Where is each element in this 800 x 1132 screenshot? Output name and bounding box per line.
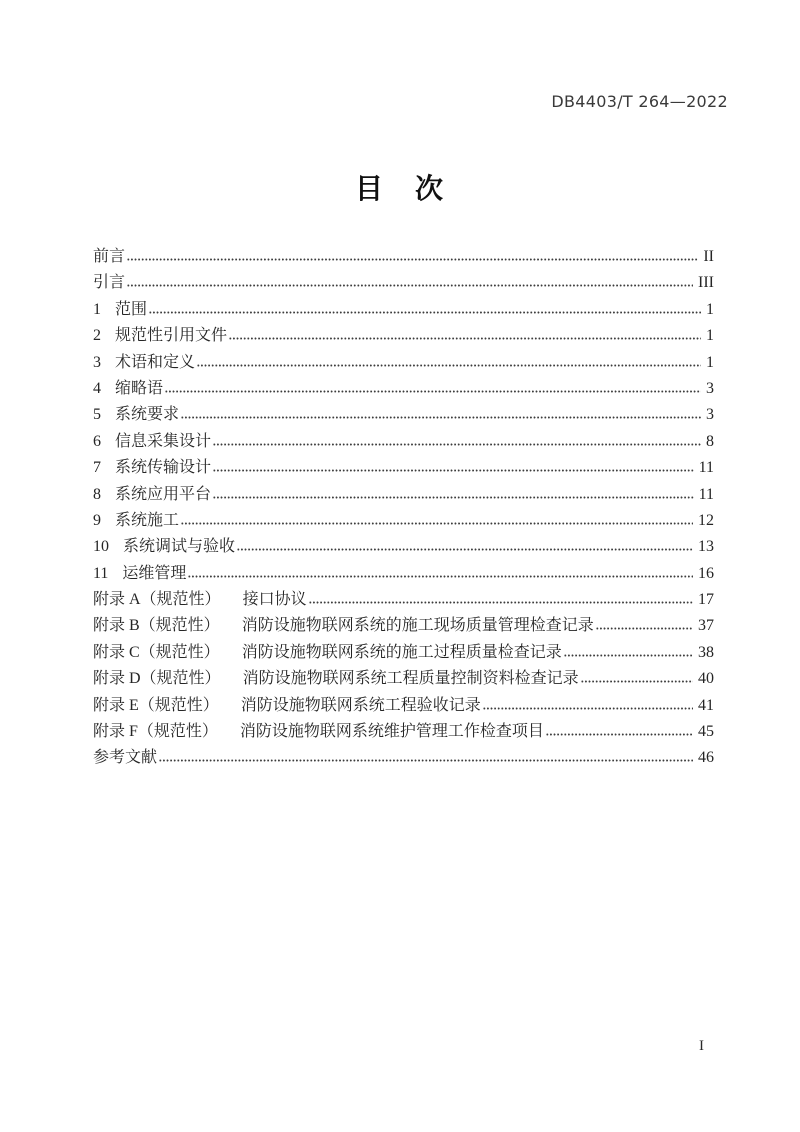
toc-entry bbox=[93, 560, 714, 586]
page-number: I bbox=[699, 1038, 704, 1054]
toc-entry-title: 消防设施物联网系统工程质量控制资料检查记录 bbox=[242, 670, 579, 688]
toc-entry-page: 3 bbox=[706, 379, 714, 397]
toc-entry-title: 消防设施物联网系统维护管理工作检查项目 bbox=[239, 723, 544, 741]
toc-entry bbox=[93, 375, 714, 401]
toc-entry bbox=[93, 322, 714, 348]
toc-entry-title: 系统施工 bbox=[115, 511, 180, 529]
toc-leader-dots bbox=[546, 733, 693, 736]
toc-leader-dots bbox=[229, 337, 701, 340]
toc-leader-dots bbox=[483, 707, 693, 710]
toc-entry-number: 2 bbox=[93, 327, 101, 345]
toc-entry bbox=[93, 296, 714, 322]
toc-entry bbox=[93, 481, 714, 507]
toc-entry-title: 引言 bbox=[93, 274, 126, 292]
toc-entry bbox=[93, 401, 714, 427]
toc-entry-title: 术语和定义 bbox=[115, 353, 196, 371]
toc-entry-number: 10 bbox=[93, 538, 109, 556]
toc-entry-number: 5 bbox=[93, 406, 101, 424]
toc-leader-dots bbox=[159, 759, 693, 762]
toc-entry-page: 45 bbox=[698, 723, 714, 741]
toc-entry-title: 接口协议 bbox=[242, 591, 307, 609]
toc-entry bbox=[93, 586, 714, 612]
toc-entry bbox=[93, 454, 714, 480]
toc-leader-dots bbox=[149, 311, 701, 314]
toc-leader-dots bbox=[213, 496, 694, 499]
toc-entry bbox=[93, 269, 714, 295]
toc-leader-dots bbox=[213, 443, 701, 446]
toc-entry-number: 8 bbox=[93, 485, 101, 503]
toc-entry-title: 前言 bbox=[93, 248, 126, 265]
toc-entry-title: 系统传输设计 bbox=[115, 459, 212, 477]
toc-entry-number: 1 bbox=[93, 300, 101, 318]
page-title: 目 次 bbox=[354, 174, 445, 205]
toc-entry-page: 38 bbox=[698, 643, 714, 661]
toc-entry-title: 系统应用平台 bbox=[115, 485, 212, 503]
toc-entry-page: 17 bbox=[698, 591, 714, 609]
toc-leader-dots bbox=[213, 469, 694, 472]
toc-leader-dots bbox=[309, 601, 693, 604]
toc-leader-dots bbox=[188, 575, 693, 578]
toc-entry-number: 附录 D（规范性） bbox=[93, 670, 221, 688]
toc-entry-title: 系统调试与验收 bbox=[123, 538, 236, 556]
toc-entry-title: 运维管理 bbox=[122, 564, 187, 582]
toc-leader-dots bbox=[181, 416, 701, 419]
toc-entry-page: 8 bbox=[706, 432, 714, 450]
toc-entry-page: 3 bbox=[706, 406, 714, 424]
toc-entry bbox=[93, 507, 714, 533]
toc-entry bbox=[93, 692, 714, 718]
toc-entry-title: 消防设施物联网系统的施工现场质量管理检查记录 bbox=[241, 617, 594, 635]
toc-entry-page: 13 bbox=[698, 538, 714, 556]
toc-entry bbox=[93, 428, 714, 454]
toc-entry-page: 40 bbox=[698, 670, 714, 688]
document-code: DB4403/T 264—2022 bbox=[551, 92, 728, 111]
toc-entry-title: 消防设施物联网系统的施工过程质量检查记录 bbox=[241, 643, 562, 661]
toc-entry-number: 11 bbox=[93, 564, 109, 582]
toc-entry bbox=[93, 612, 714, 638]
toc-leader-dots bbox=[237, 548, 693, 551]
toc-entry bbox=[93, 533, 714, 559]
toc-entry bbox=[93, 718, 714, 744]
toc-entry-number: 附录 A（规范性） bbox=[93, 591, 221, 609]
toc-entry-title: 范围 bbox=[115, 300, 148, 318]
toc-entry-title: 信息采集设计 bbox=[115, 432, 212, 450]
toc-entry-page: 11 bbox=[698, 485, 714, 503]
toc-entry-page: III bbox=[698, 274, 714, 292]
toc-entry-page: 37 bbox=[698, 617, 714, 635]
toc-entry-title: 缩略语 bbox=[115, 379, 164, 397]
toc-leader-dots bbox=[165, 390, 701, 393]
toc-entry-page: 16 bbox=[698, 564, 714, 582]
toc-entry bbox=[93, 349, 714, 375]
toc-entry-number: 附录 C（规范性） bbox=[93, 643, 220, 661]
toc-entry-page: 1 bbox=[706, 327, 714, 345]
toc-entry-number: 附录 F（规范性） bbox=[93, 723, 218, 741]
toc-leader-dots bbox=[596, 627, 693, 630]
toc-entry-page: 11 bbox=[698, 459, 714, 477]
toc-list bbox=[93, 243, 714, 771]
toc-leader-dots bbox=[564, 654, 693, 657]
toc-entry-page: 41 bbox=[698, 696, 714, 714]
toc-entry-title: 系统要求 bbox=[115, 406, 180, 424]
toc-entry-number: 附录 E（规范性） bbox=[93, 696, 219, 714]
toc-entry-page: 12 bbox=[698, 511, 714, 529]
toc-entry-page: 1 bbox=[706, 353, 714, 371]
toc-leader-dots bbox=[127, 284, 693, 287]
toc-entry-page: 46 bbox=[698, 749, 714, 767]
toc-entry-number: 6 bbox=[93, 432, 101, 450]
toc-entry-number: 3 bbox=[93, 353, 101, 371]
toc-entry-page: II bbox=[703, 248, 714, 265]
toc-entry-number: 4 bbox=[93, 379, 101, 397]
toc-entry-title: 消防设施物联网系统工程验收记录 bbox=[240, 696, 481, 714]
toc-leader-dots bbox=[127, 258, 698, 261]
toc-entry-number: 7 bbox=[93, 459, 101, 477]
toc-entry-number: 附录 B（规范性） bbox=[93, 617, 220, 635]
toc-entry-title: 参考文献 bbox=[93, 749, 158, 767]
toc-leader-dots bbox=[197, 364, 701, 367]
toc-entry bbox=[93, 744, 714, 770]
toc-entry bbox=[93, 243, 714, 269]
toc-entry-page: 1 bbox=[706, 300, 714, 318]
toc-entry bbox=[93, 639, 714, 665]
toc-entry-title: 规范性引用文件 bbox=[115, 327, 228, 345]
toc-leader-dots bbox=[581, 680, 693, 683]
toc-entry bbox=[93, 665, 714, 691]
toc-entry-number: 9 bbox=[93, 511, 101, 529]
toc-leader-dots bbox=[181, 522, 693, 525]
